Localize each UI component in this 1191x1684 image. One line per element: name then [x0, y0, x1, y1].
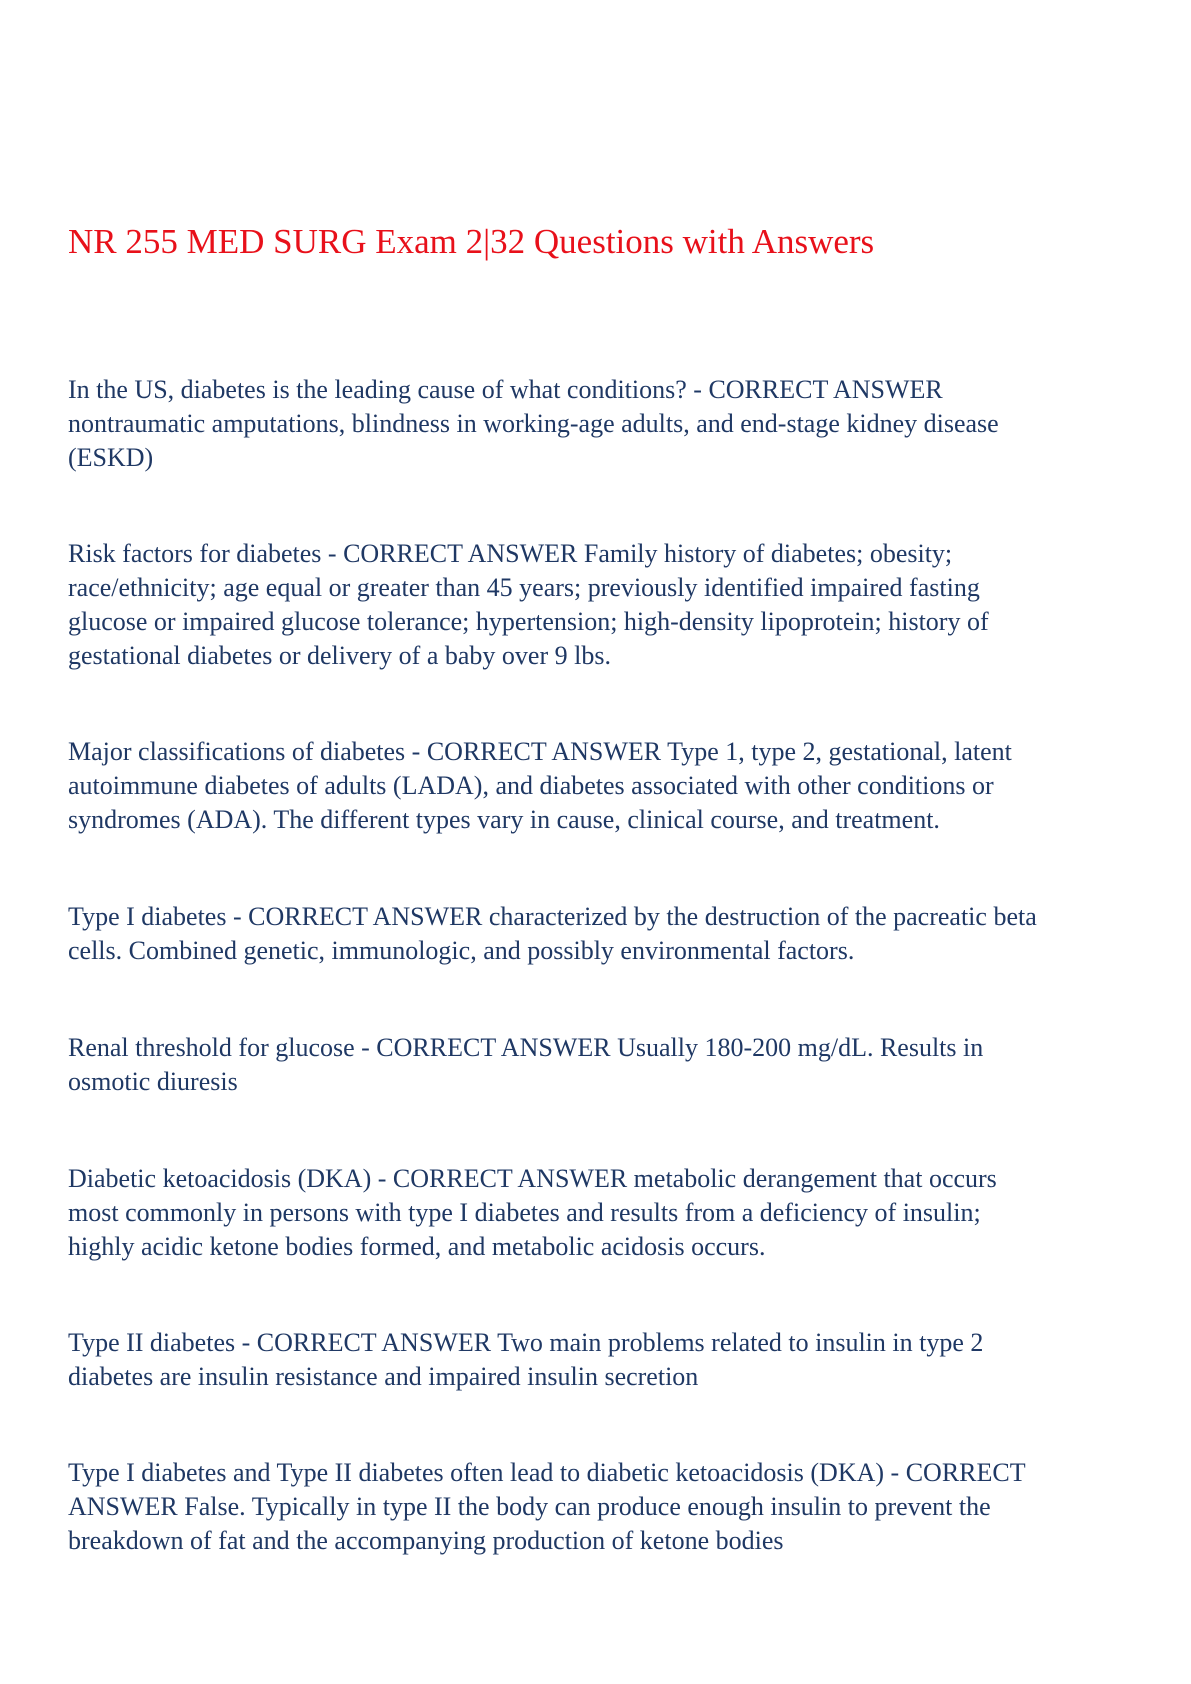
- qa-line: Type I diabetes and Type II diabetes often lead to diabetic ketoacidosis (DKA) - CORRECT: [68, 1458, 1026, 1487]
- qa-line: Type I diabetes - CORRECT ANSWER characterized by the destruction of the pacreatic beta: [68, 902, 1037, 931]
- qa-line: In the US, diabetes is the leading cause of what conditions? - CORRECT ANSWER: [68, 375, 943, 404]
- qa-line: syndromes (ADA). The different types vary in cause, clinical course, and treatment.: [68, 805, 940, 834]
- qa-line: ANSWER False. Typically in type II the body can produce enough insulin to prevent the: [68, 1492, 991, 1521]
- qa-line: osmotic diuresis: [68, 1067, 238, 1096]
- qa-line: diabetes are insulin resistance and impaired insulin secretion: [68, 1362, 699, 1391]
- qa-line: Renal threshold for glucose - CORRECT ANSWER Usually 180-200 mg/dL. Results in: [68, 1033, 984, 1062]
- qa-item: [68, 735, 1138, 837]
- qa-item: [68, 1162, 1138, 1264]
- qa-line: gestational diabetes or delivery of a baby over 9 lbs.: [68, 641, 611, 670]
- qa-line: autoimmune diabetes of adults (LADA), and diabetes associated with other conditions or: [68, 771, 994, 800]
- qa-line: highly acidic ketone bodies formed, and metabolic acidosis occurs.: [68, 1232, 766, 1261]
- qa-line: breakdown of fat and the accompanying production of ketone bodies: [68, 1526, 784, 1555]
- qa-line: Type II diabetes - CORRECT ANSWER Two main problems related to insulin in type 2: [68, 1328, 984, 1357]
- qa-item: [68, 1456, 1138, 1558]
- qa-line: race/ethnicity; age equal or greater than 45 years; previously identified impaired fasting: [68, 573, 980, 602]
- qa-item: [68, 537, 1138, 673]
- qa-line: nontraumatic amputations, blindness in working-age adults, and end-stage kidney disease: [68, 409, 999, 438]
- qa-item: [68, 900, 1138, 968]
- document-title: NR 255 MED SURG Exam 2|32 Questions with Answers: [68, 222, 875, 261]
- qa-line: cells. Combined genetic, immunologic, and possibly environmental factors.: [68, 936, 855, 965]
- qa-line: Risk factors for diabetes - CORRECT ANSWER Family history of diabetes; obesity;: [68, 539, 953, 568]
- qa-item: [68, 373, 1138, 475]
- qa-line: glucose or impaired glucose tolerance; hypertension; high-density lipoprotein; history of: [68, 607, 989, 636]
- qa-line: (ESKD): [68, 443, 154, 472]
- qa-line: Diabetic ketoacidosis (DKA) - CORRECT ANSWER metabolic derangement that occurs: [68, 1164, 997, 1193]
- qa-line: most commonly in persons with type I diabetes and results from a deficiency of insulin;: [68, 1198, 981, 1227]
- qa-line: Major classifications of diabetes - CORRECT ANSWER Type 1, type 2, gestational, latent: [68, 737, 1012, 766]
- qa-item: [68, 1031, 1138, 1099]
- qa-item: [68, 1326, 1138, 1394]
